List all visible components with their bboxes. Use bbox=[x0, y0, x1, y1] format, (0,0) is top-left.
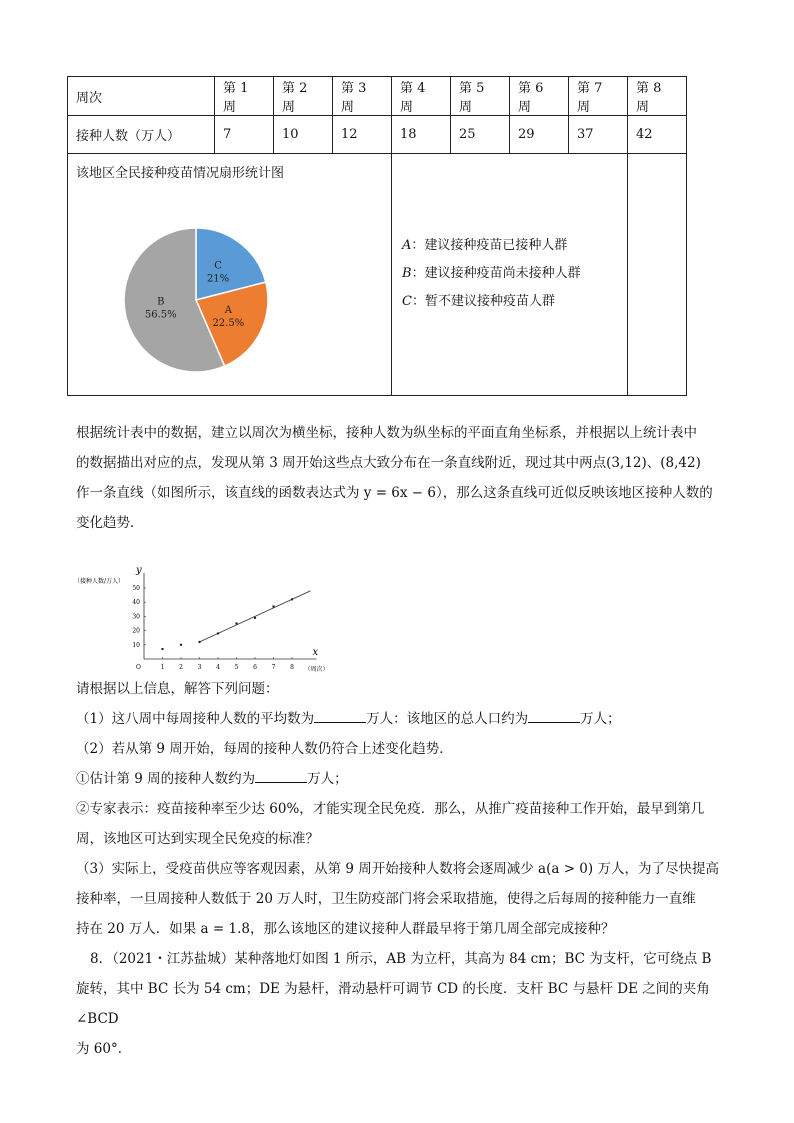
question-8-line: 为 60°． bbox=[76, 1041, 132, 1057]
question-prompt: 请根据以上信息，解答下列问题： bbox=[76, 681, 279, 697]
question-8-line: 旋转，其中 BC 长为 54 cm；DE 为悬杆，滑动悬杆可调节 CD 的长度．支杆 BC 与悬杆 DE 之间的夹角 ∠BCD bbox=[76, 981, 710, 1027]
question-2: （2）若从第 9 周开始，每周的接种人数仍符合上述变化趋势． bbox=[76, 741, 453, 757]
x-tick-label: 5 bbox=[234, 664, 239, 671]
y-tick-label: 30 bbox=[132, 613, 140, 621]
table-header-row bbox=[68, 77, 687, 116]
origin-label: O bbox=[136, 664, 141, 671]
week-cell: 第 8 周 bbox=[628, 77, 687, 116]
y-tick-label: 40 bbox=[132, 599, 140, 607]
data-point bbox=[254, 617, 256, 619]
value-cell: 7 bbox=[215, 116, 274, 154]
q2-1-text-a: ①估计第 9 周的接种人数约为 bbox=[76, 771, 256, 787]
question-2-1 bbox=[76, 764, 726, 794]
q1-text-a: （1）这八周中每周接种人数的平均数为 bbox=[76, 711, 315, 727]
legend-key: A bbox=[402, 238, 412, 253]
table-value-row bbox=[68, 116, 687, 154]
y-tick-label: 10 bbox=[132, 641, 140, 649]
x-tick-label: 7 bbox=[271, 664, 276, 671]
question-3-line: 持在 20 万人．如果 a = 1.8，那么该地区的建议接种人群最早将于第几周全部完成接种？ bbox=[76, 921, 615, 937]
header-label-cell: 周次 bbox=[68, 77, 215, 116]
value-cell: 12 bbox=[333, 116, 392, 154]
y-tick-label: 50 bbox=[132, 585, 140, 592]
intro-line: 的数据描出对应的点，发现从第 3 周开始这些点大致分布在一条直线附近，现过其中两点(3,12)、(8,42) bbox=[76, 455, 701, 471]
value-cell: 10 bbox=[274, 116, 333, 154]
pie-label-b: B bbox=[157, 296, 165, 308]
intro-paragraph bbox=[76, 418, 726, 538]
x-tick-label: 6 bbox=[253, 664, 257, 671]
data-point bbox=[161, 648, 163, 650]
row-label-cell: 接种人数（万人） bbox=[68, 116, 215, 154]
value-cell: 37 bbox=[569, 116, 628, 154]
week-cell: 第 5 周 bbox=[451, 77, 510, 116]
question-3-line: 接种率，一旦周接种人数低于 20 万人时，卫生防疫部门将会采取措施，使得之后每周的接种能力一直维 bbox=[76, 891, 696, 907]
pie-label-c: C bbox=[214, 260, 222, 272]
question-1 bbox=[76, 704, 726, 734]
question-3-line: （3）实际上，受疫苗供应等客观因素，从第 9 周开始接种人数将会逐周减少 a(a > 0) 万人，为了尽快提高 bbox=[76, 861, 719, 877]
legend-key: B bbox=[402, 266, 412, 281]
stats-table bbox=[67, 76, 687, 396]
pie-chart bbox=[116, 220, 276, 380]
scatter-chart bbox=[72, 533, 329, 673]
q1-text-b: 万人：该地区的总人口约为 bbox=[366, 711, 529, 727]
legend-key: C bbox=[402, 294, 412, 309]
x-axis-label: （周次） bbox=[304, 666, 329, 673]
y-tick-label: 20 bbox=[132, 627, 140, 635]
question-2-2-line: ②专家表示：疫苗接种率至少达 60%，才能实现全民免疫．那么，从推广疫苗接种工作开始，最早到第几 bbox=[76, 801, 705, 817]
week-cell: 第 4 周 bbox=[392, 77, 451, 116]
answer-blank[interactable] bbox=[255, 768, 307, 783]
week-cell: 第 1 周 bbox=[215, 77, 274, 116]
data-point bbox=[291, 598, 293, 600]
intro-line: 作一条直线（如图所示，该直线的函数表达式为 y = 6x − 6），那么这条直线可近似反映该地区接种人数的 bbox=[76, 485, 713, 501]
question-2-2-line: 周，该地区可达到实现全民免疫的标准？ bbox=[76, 831, 319, 847]
pie-pct-c: 21% bbox=[206, 273, 230, 285]
x-axis-letter: x bbox=[312, 647, 319, 658]
week-cell: 第 6 周 bbox=[510, 77, 569, 116]
value-cell: 18 bbox=[392, 116, 451, 154]
value-cell: 42 bbox=[628, 116, 687, 154]
legend-text: ：建议接种疫苗已接种人群 bbox=[411, 238, 568, 253]
table-chart-row bbox=[68, 154, 687, 396]
week-cell: 第 3 周 bbox=[333, 77, 392, 116]
answer-blank[interactable] bbox=[314, 708, 366, 723]
answer-blank[interactable] bbox=[528, 708, 580, 723]
value-cell: 29 bbox=[510, 116, 569, 154]
value-cell: 25 bbox=[451, 116, 510, 154]
x-tick-label: 3 bbox=[197, 664, 202, 671]
y-axis-letter: y bbox=[136, 564, 142, 576]
x-tick-label: 1 bbox=[160, 664, 165, 671]
data-point bbox=[235, 622, 237, 624]
x-tick-label: 4 bbox=[216, 664, 220, 671]
x-tick-label: 2 bbox=[179, 664, 183, 671]
pie-pct-a: 22.5% bbox=[212, 317, 245, 329]
week-cell: 第 2 周 bbox=[274, 77, 333, 116]
legend-text: ：建议接种疫苗尚未接种人群 bbox=[411, 266, 581, 281]
legend-text: ：暂不建议接种疫苗人群 bbox=[411, 294, 555, 309]
pie-label-a: A bbox=[224, 304, 232, 316]
x-tick-label: 8 bbox=[290, 664, 294, 671]
pie-pct-b: 56.5% bbox=[144, 309, 177, 321]
intro-line: 变化趋势． bbox=[76, 515, 144, 531]
trend-line bbox=[200, 591, 311, 642]
data-point bbox=[272, 605, 274, 607]
legend-a bbox=[402, 234, 567, 253]
legend-cell bbox=[392, 154, 628, 396]
pie-title: 该地区全民接种疫苗情况扇形统计图 bbox=[76, 166, 285, 181]
data-point bbox=[180, 644, 182, 646]
y-axis-label: （接种人数/万人） bbox=[74, 577, 125, 585]
empty-cell bbox=[628, 154, 687, 396]
question-8-line: 8．（2021・江苏盐城）某种落地灯如图 1 所示，AB 为立杆，其高为 84 cm；BC 为支杆，它可绕点 B bbox=[90, 951, 712, 967]
data-point bbox=[198, 641, 200, 643]
week-cell: 第 7 周 bbox=[569, 77, 628, 116]
legend-b bbox=[402, 262, 581, 281]
intro-line: 根据统计表中的数据，建立以周次为横坐标，接种人数为纵坐标的平面直角坐标系，并根据以上统计表中 bbox=[76, 425, 697, 441]
pie-cell bbox=[68, 154, 392, 396]
q2-1-text-b: 万人； bbox=[307, 771, 348, 787]
data-point bbox=[217, 632, 219, 634]
q1-text-c: 万人； bbox=[580, 711, 621, 727]
legend-c bbox=[402, 290, 555, 309]
questions-block bbox=[76, 674, 726, 1064]
